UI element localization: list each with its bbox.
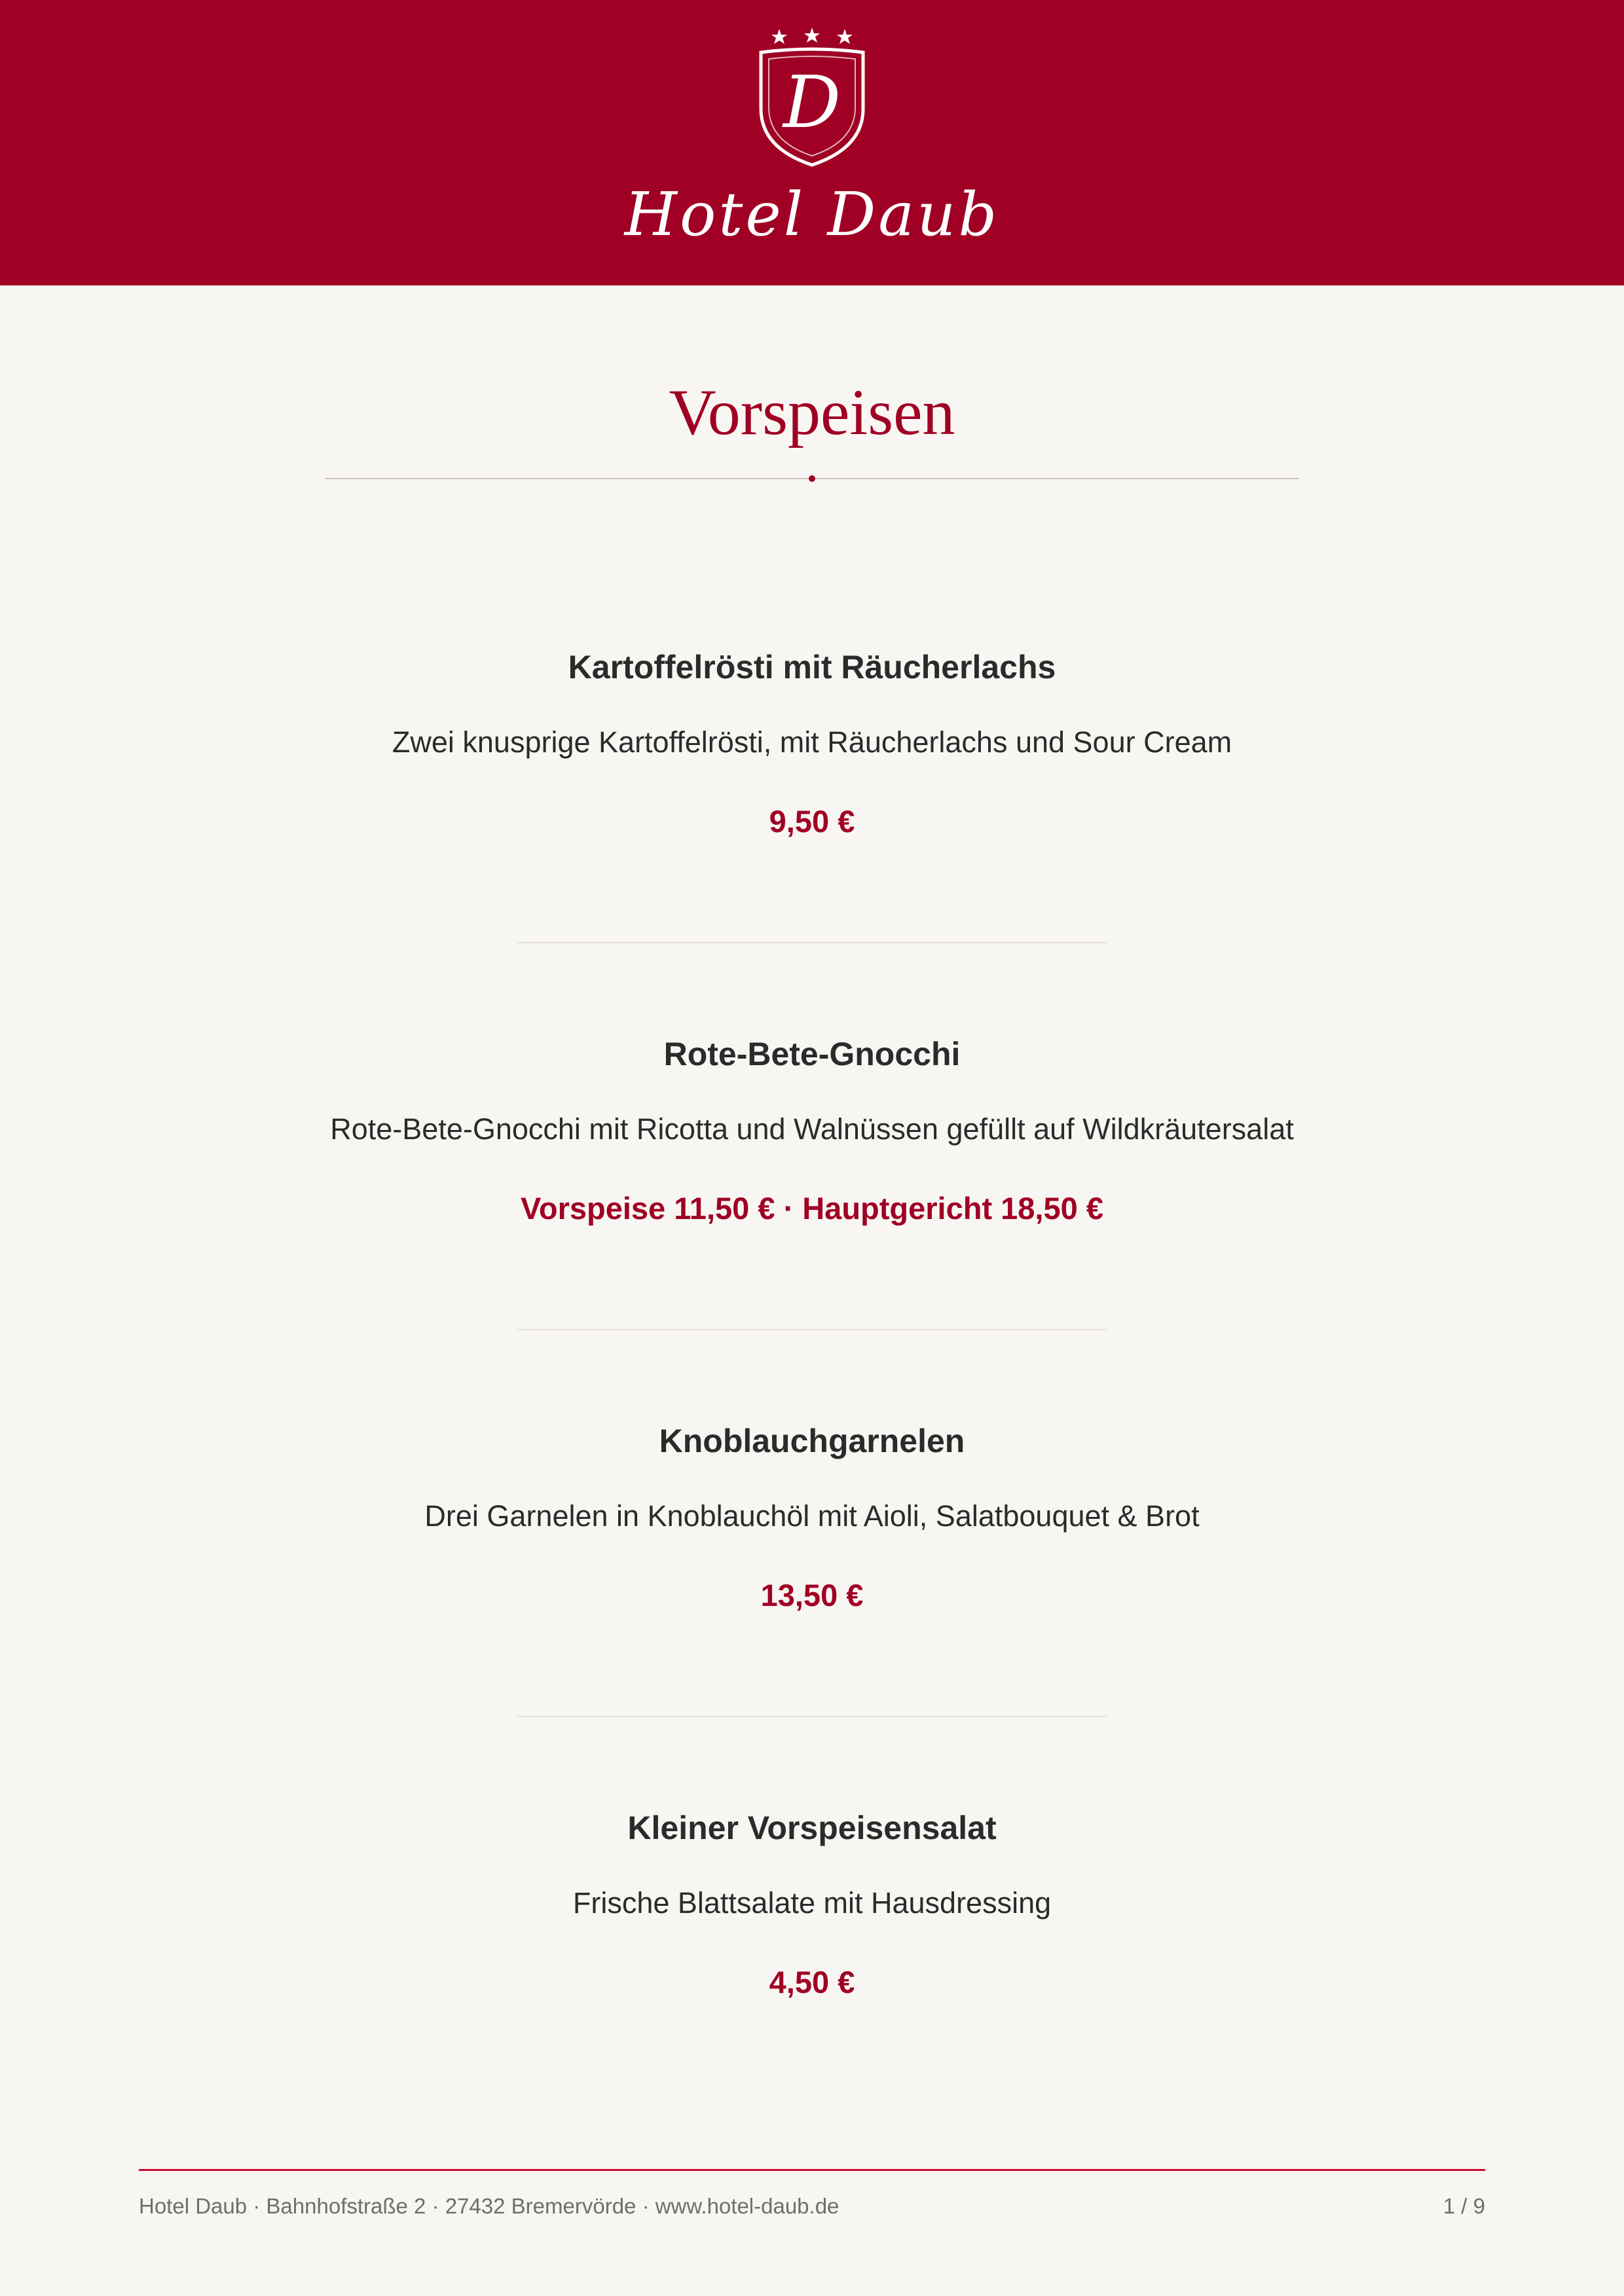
- menu-item-price: Vorspeise 11,50 € · Hauptgericht 18,50 €: [521, 1191, 1103, 1226]
- menu-item-name: Knoblauchgarnelen: [659, 1423, 965, 1459]
- footer-divider: [139, 2169, 1485, 2171]
- menu-item-price: 4,50 €: [769, 1965, 855, 1999]
- svg-text:D: D: [783, 60, 841, 144]
- menu-item: [0, 1418, 1624, 1617]
- menu-item: [0, 644, 1624, 843]
- shield-monogram-icon: [748, 24, 876, 172]
- menu-item-name: Rote-Bete-Gnocchi: [663, 1036, 961, 1072]
- menu-item-description: Frische Blattsalate mit Hausdressing: [572, 1886, 1052, 1920]
- title-divider-dot: [809, 475, 815, 482]
- menu-item: [0, 1031, 1624, 1230]
- menu-item-name: Kartoffelrösti mit Räucherlachs: [568, 649, 1056, 685]
- item-divider: [517, 942, 1107, 943]
- item-divider: [517, 1329, 1107, 1330]
- item-divider: [517, 1716, 1107, 1717]
- three-stars-icon: [771, 27, 853, 44]
- menu-item-description: Zwei knusprige Kartoffelrösti, mit Räucherlachs und Sour Cream: [392, 725, 1232, 759]
- hotel-name: Hotel Daub: [624, 179, 1000, 249]
- menu-item: [0, 1805, 1624, 2004]
- page-number: 1 / 9: [1443, 2194, 1485, 2218]
- footer-address: Hotel Daub · Bahnhofstraße 2 · 27432 Bremervörde · www.hotel-daub.de: [139, 2194, 840, 2218]
- header-banner: [0, 0, 1624, 285]
- menu-item-price: 13,50 €: [760, 1578, 864, 1613]
- menu-item-description: Rote-Bete-Gnocchi mit Ricotta und Walnüssen gefüllt auf Wildkräutersalat: [330, 1112, 1294, 1146]
- menu-item-description: Drei Garnelen in Knoblauchöl mit Aioli, Salatbouquet & Brot: [424, 1499, 1200, 1533]
- page-title: Vorspeisen: [669, 376, 955, 448]
- menu-item-name: Kleiner Vorspeisensalat: [627, 1810, 997, 1846]
- menu-item-price: 9,50 €: [769, 804, 855, 839]
